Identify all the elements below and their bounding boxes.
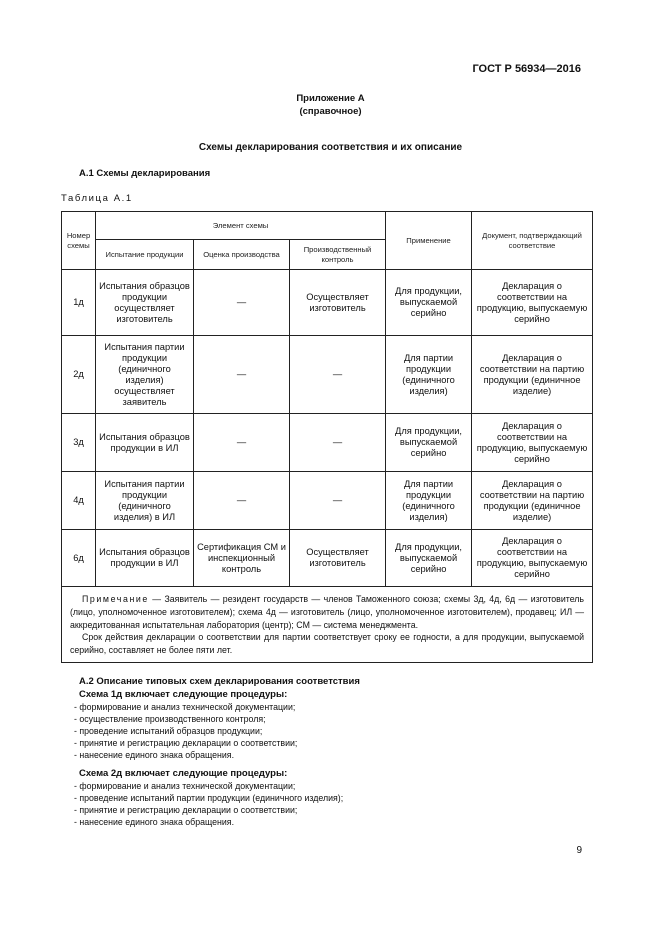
- header-application: Применение: [386, 212, 472, 270]
- header-production-control: Производственный контроль: [290, 240, 386, 270]
- appendix-heading: [0, 92, 661, 118]
- appendix-title: Приложение А: [296, 93, 365, 104]
- cell-document: Декларация о соответствии на партию продукции (единичное изделие): [472, 472, 593, 530]
- list-item: - формирование и анализ технической документации;: [74, 702, 296, 712]
- cell-assessment: Сертификация СМ и инспекционный контроль: [194, 530, 290, 587]
- scheme-1d-title: Схема 1д включает следующие процедуры:: [79, 689, 288, 700]
- cell-assessment: —: [194, 336, 290, 414]
- table-row: [62, 336, 593, 414]
- cell-scheme-no: 1д: [62, 270, 96, 336]
- cell-control: —: [290, 336, 386, 414]
- header-element: Элемент схемы: [96, 212, 386, 240]
- table-row: [62, 414, 593, 472]
- table-caption: Таблица А.1: [61, 193, 133, 204]
- cell-control: Осуществляет изготовитель: [290, 530, 386, 587]
- cell-assessment: —: [194, 270, 290, 336]
- cell-application: Для продукции, выпускаемой серийно: [386, 530, 472, 587]
- cell-application: Для партии продукции (единичного изделия): [386, 472, 472, 530]
- cell-application: Для партии продукции (единичного изделия): [386, 336, 472, 414]
- cell-document: Декларация о соответствии на продукцию, выпускаемую серийно: [472, 270, 593, 336]
- section2-title: А.2 Описание типовых схем декларирования соответствия: [79, 676, 360, 687]
- cell-testing: Испытания образцов продукции в ИЛ: [96, 414, 194, 472]
- list-item: - проведение испытаний партии продукции (единичного изделия);: [74, 793, 344, 803]
- list-item: - принятие и регистрацию декларации о соответствии;: [74, 805, 298, 815]
- appendix-note: (справочное): [299, 106, 362, 117]
- section1-title: А.1 Схемы декларирования: [79, 168, 211, 179]
- cell-application: Для продукции, выпускаемой серийно: [386, 270, 472, 336]
- cell-testing: Испытания партии продукции (единичного изделия) в ИЛ: [96, 472, 194, 530]
- scheme-2d-title: Схема 2д включает следующие процедуры:: [79, 768, 288, 779]
- note-paragraph: [70, 593, 584, 631]
- cell-testing: Испытания образцов продукции осуществляет изготовитель: [96, 270, 194, 336]
- header-production-assessment: Оценка производства: [194, 240, 290, 270]
- note-text: — Заявитель — резидент государств — членов Таможенного союза; схемы 3д, 4д, 6д — изготовитель (лицо, уполномоченное изготовителем); схема 4д — изготовитель (лицо, уполномоченное изготовителем), продавец; ИЛ — аккредитованная испытательная лаборатория (центр); СМ — система менеджмента.: [70, 594, 585, 630]
- note-label: Примечание: [82, 594, 149, 604]
- cell-document: Декларация о соответствии на партию продукции (единичное изделие): [472, 336, 593, 414]
- list-item: - нанесение единого знака обращения.: [74, 750, 235, 760]
- cell-control: —: [290, 414, 386, 472]
- cell-control: Осуществляет изготовитель: [290, 270, 386, 336]
- cell-scheme-no: 2д: [62, 336, 96, 414]
- table-row: [62, 472, 593, 530]
- table-note-row: [62, 587, 593, 663]
- cell-application: Для продукции, выпускаемой серийно: [386, 414, 472, 472]
- cell-testing: Испытания партии продукции (единичного изделия) осуществляет заявитель: [96, 336, 194, 414]
- table-row: [62, 530, 593, 587]
- page-number: 9: [576, 845, 582, 856]
- cell-document: Декларация о соответствии на продукцию, выпускаемую серийно: [472, 530, 593, 587]
- main-title: Схемы декларирования соответствия и их описание: [198, 142, 463, 153]
- header-scheme-no: Номер схемы: [62, 212, 96, 270]
- list-item: - проведение испытаний образцов продукции;: [74, 726, 263, 736]
- header-testing: Испытание продукции: [96, 240, 194, 270]
- cell-control: —: [290, 472, 386, 530]
- standard-number: ГОСТ Р 56934—2016: [472, 63, 581, 75]
- cell-scheme-no: 6д: [62, 530, 96, 587]
- table-row: [62, 270, 593, 336]
- list-item: - формирование и анализ технической документации;: [74, 781, 296, 791]
- cell-assessment: —: [194, 414, 290, 472]
- list-item: - принятие и регистрацию декларации о соответствии;: [74, 738, 298, 748]
- list-item: - нанесение единого знака обращения.: [74, 817, 235, 827]
- cell-assessment: —: [194, 472, 290, 530]
- header-document: Документ, подтверждающий соответствие: [472, 212, 593, 270]
- cell-scheme-no: 4д: [62, 472, 96, 530]
- table-note: [62, 587, 593, 663]
- cell-testing: Испытания образцов продукции в ИЛ: [96, 530, 194, 587]
- list-item: - осуществление производственного контроля;: [74, 714, 266, 724]
- cell-document: Декларация о соответствии на продукцию, выпускаемую серийно: [472, 414, 593, 472]
- cell-scheme-no: 3д: [62, 414, 96, 472]
- declaration-schemes-table: [61, 211, 593, 663]
- note-validity: Срок действия декларации о соответствии для партии соответствует сроку ее годности, а для продукции, выпускаемой серийно, составляет не более пяти лет.: [70, 632, 585, 656]
